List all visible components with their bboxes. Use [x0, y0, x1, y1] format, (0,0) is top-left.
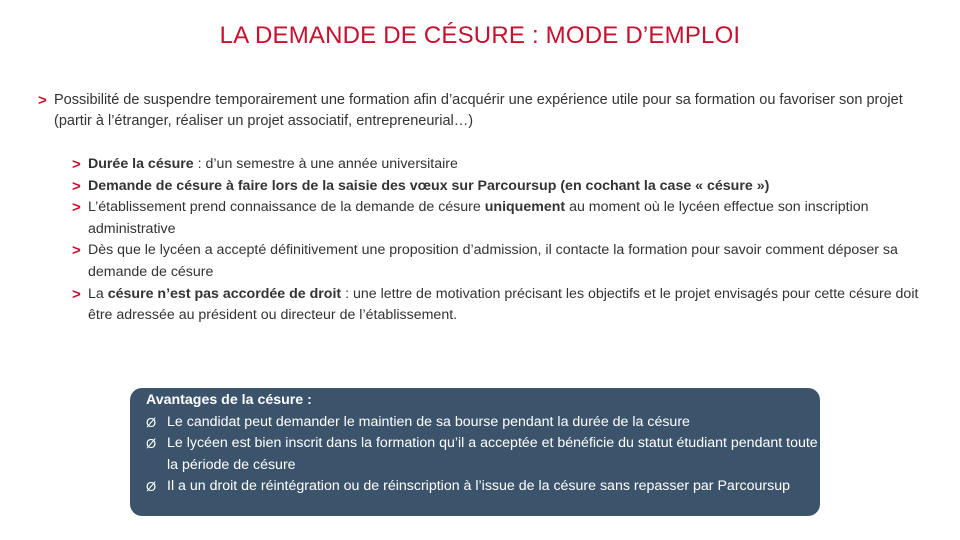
advantage-text: Il a un droit de réintégration ou de réinscription à l’issue de la césure sans repasser par Parcoursup: [167, 478, 791, 495]
arrow-bullet-icon: Ø: [146, 436, 157, 452]
advantages-title: Avantages de la césure :: [146, 392, 312, 408]
chevron-icon: >: [72, 156, 81, 173]
bullet-item: [72, 197, 932, 240]
bullet-item: [72, 284, 932, 327]
bullet-bold: uniquement: [484, 199, 566, 216]
intro-paragraph: [38, 90, 918, 132]
arrow-bullet-icon: Ø: [146, 479, 157, 495]
advantages-box: [130, 388, 820, 516]
bullet-text: au moment où le lycéen effectue son inscription administrative: [88, 199, 869, 237]
arrow-bullet-icon: Ø: [146, 414, 157, 430]
advantage-text: Le candidat peut demander le maintien de sa bourse pendant la durée de la césure: [167, 413, 690, 430]
bullet-bold: Demande de césure à faire lors de la saisie des vœux sur Parcoursup (en cochant la case « césure »): [88, 177, 770, 194]
bullet-text: Dès que le lycéen a accepté définitivement une proposition d’admission, il contacte la formation pour savoir comment déposer sa demande de césure: [88, 242, 898, 280]
chevron-icon: >: [72, 199, 81, 217]
intro-text: Possibilité de suspendre temporairement une formation afin d’acquérir une expérience utile pour sa formation ou favoriser son projet (partir à l’étranger, réaliser un projet associatif, entrepreneurial…): [54, 92, 903, 129]
bullet-bold: césure n’est pas accordée de droit: [107, 285, 342, 302]
bullet-text: : d’un semestre à une année universitaire: [193, 156, 458, 172]
advantage-text: Le lycéen est bien inscrit dans la formation qu’il a acceptée et bénéficie du statut étudiant pendant toute la période de césure: [167, 435, 818, 473]
bullet-item: [72, 240, 932, 283]
bullet-item: [72, 154, 932, 176]
bullet-bold: Durée la césure: [88, 156, 194, 172]
bullet-text: La: [88, 285, 108, 302]
chevron-icon: >: [72, 285, 81, 303]
chevron-icon: >: [72, 242, 81, 260]
page-title: LA DEMANDE DE CÉSURE : MODE D’EMPLOI: [219, 22, 741, 49]
bullet-text: L’établissement prend connaissance de la demande de césure: [88, 199, 485, 216]
advantage-item: [146, 412, 820, 434]
advantage-item: [146, 476, 820, 498]
bullet-text: : une lettre de motivation précisant les objectifs et le projet envisagés pour cette césure doit être adressée au président ou directeur de l’établissement.: [88, 285, 919, 324]
advantage-item: [146, 433, 820, 476]
chevron-icon: >: [38, 92, 47, 109]
chevron-icon: >: [72, 177, 81, 195]
bullet-list: [72, 154, 932, 327]
bullet-item: [72, 176, 932, 198]
